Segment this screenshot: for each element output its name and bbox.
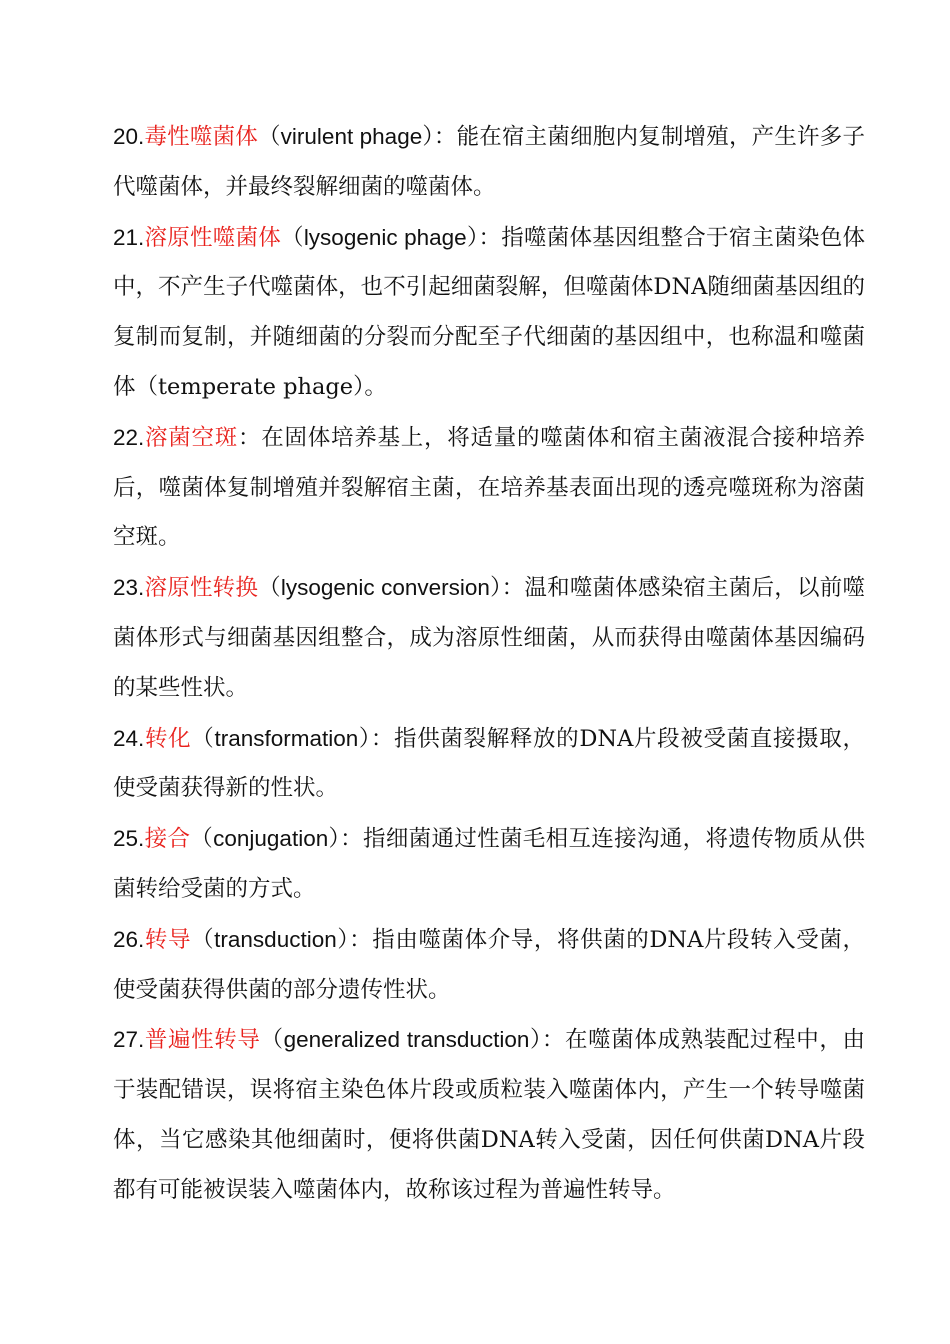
entry-number: 23. — [113, 575, 145, 601]
separator: ： — [478, 224, 502, 251]
paren-close: ） — [336, 926, 350, 953]
separator: ： — [541, 1027, 566, 1054]
term-chinese: 溶菌空斑 — [144, 424, 239, 451]
definition-text: 指细菌通过性菌毛相互连接沟通，将遗传物质从供菌转给受菌的方式。 — [113, 826, 865, 902]
paren-close: ） — [328, 826, 341, 853]
paren-open: （ — [257, 124, 281, 150]
paren-open: （ — [258, 575, 281, 602]
separator: ： — [340, 826, 363, 853]
definition-entry-23 — [113, 563, 865, 713]
term-english: conjugation — [213, 826, 329, 852]
definition-text: 温和噬菌体感染宿主菌后，以前噬菌体形式与细菌基因组整合，成为溶原性细菌，从而获得由噬菌体基因编码的某些性状。 — [113, 575, 865, 701]
entry-number: 27. — [113, 1027, 145, 1053]
term-english: generalized transduction — [283, 1027, 530, 1053]
entry-number: 22. — [113, 424, 145, 450]
paren-close: ） — [529, 1027, 542, 1054]
definition-entry-24 — [113, 714, 865, 815]
term-english: transduction — [214, 926, 337, 952]
term-english: lysogenic phage — [303, 224, 467, 250]
definition-text: 在噬菌体成熟装配过程中，由于装配错误，误将宿主染色体片段或质粒装入噬菌体内，产生一个转导噬菌体，当它感染其他细菌时，便将供菌DNA转入受菌，因任何供菌DNA片段都有可能被误装入噬菌体内，故称该过程为普遍性转导。 — [113, 1027, 865, 1203]
entry-number: 20. — [113, 124, 145, 149]
term-english: virulent phage — [280, 124, 423, 149]
definition-entry-21 — [113, 213, 865, 413]
separator: ： — [501, 575, 525, 602]
paren-close: ） — [358, 725, 371, 752]
term-chinese: 溶原性转换 — [144, 575, 259, 602]
definition-text: 指由噬菌体介导，将供菌的DNA片段转入受菌，使受菌获得供菌的部分遗传性状。 — [113, 926, 865, 1003]
definition-entry-22 — [113, 413, 865, 563]
definition-text: 指供菌裂解释放的DNA片段被受菌直接摄取，使受菌获得新的性状。 — [113, 725, 865, 802]
document-page — [113, 112, 865, 1216]
term-english: lysogenic conversion — [280, 575, 490, 601]
entry-number: 26. — [113, 926, 145, 952]
definition-text: 在固体培养基上，将适量的噬菌体和宿主菌液混合接种培养后，噬菌体复制增殖并裂解宿主菌，在培养基表面出现的透亮噬斑称为溶菌空斑。 — [113, 424, 865, 551]
paren-open: （ — [281, 224, 304, 251]
definition-entry-27 — [113, 1015, 865, 1215]
paren-open: （ — [260, 1027, 284, 1054]
term-chinese: 溶原性噬菌体 — [144, 224, 282, 251]
definition-text: 能在宿主菌细胞内复制增殖，产生许多子代噬菌体，并最终裂解细菌的噬菌体。 — [113, 124, 865, 200]
paren-close: ） — [422, 124, 434, 150]
separator: ： — [370, 725, 395, 752]
entry-number: 21. — [113, 224, 145, 250]
definition-entry-25 — [113, 814, 865, 915]
term-chinese: 接合 — [144, 826, 191, 853]
term-chinese: 转导 — [144, 926, 192, 953]
paren-close: ） — [466, 224, 479, 251]
entry-number: 25. — [113, 826, 145, 852]
definition-entry-26 — [113, 915, 865, 1016]
definition-entry-20 — [113, 112, 865, 213]
paren-open: （ — [191, 926, 215, 953]
entry-number: 24. — [113, 725, 145, 751]
separator: ： — [238, 424, 262, 451]
separator: ： — [433, 124, 457, 150]
paren-close: ） — [489, 575, 502, 602]
term-english: transformation — [214, 725, 359, 751]
paren-open: （ — [190, 826, 214, 853]
separator: ： — [349, 926, 373, 953]
term-chinese: 转化 — [144, 725, 192, 752]
term-chinese: 毒性噬菌体 — [144, 124, 258, 150]
paren-open: （ — [191, 725, 215, 752]
term-chinese: 普遍性转导 — [144, 1027, 261, 1054]
definition-text: 指噬菌体基因组整合于宿主菌染色体中，不产生子代噬菌体，也不引起细菌裂解，但噬菌体DNA随细菌基因组的复制而复制，并随细菌的分裂而分配至子代细菌的基因组中，也称温和噬菌体（temperate phage）。 — [113, 224, 865, 400]
